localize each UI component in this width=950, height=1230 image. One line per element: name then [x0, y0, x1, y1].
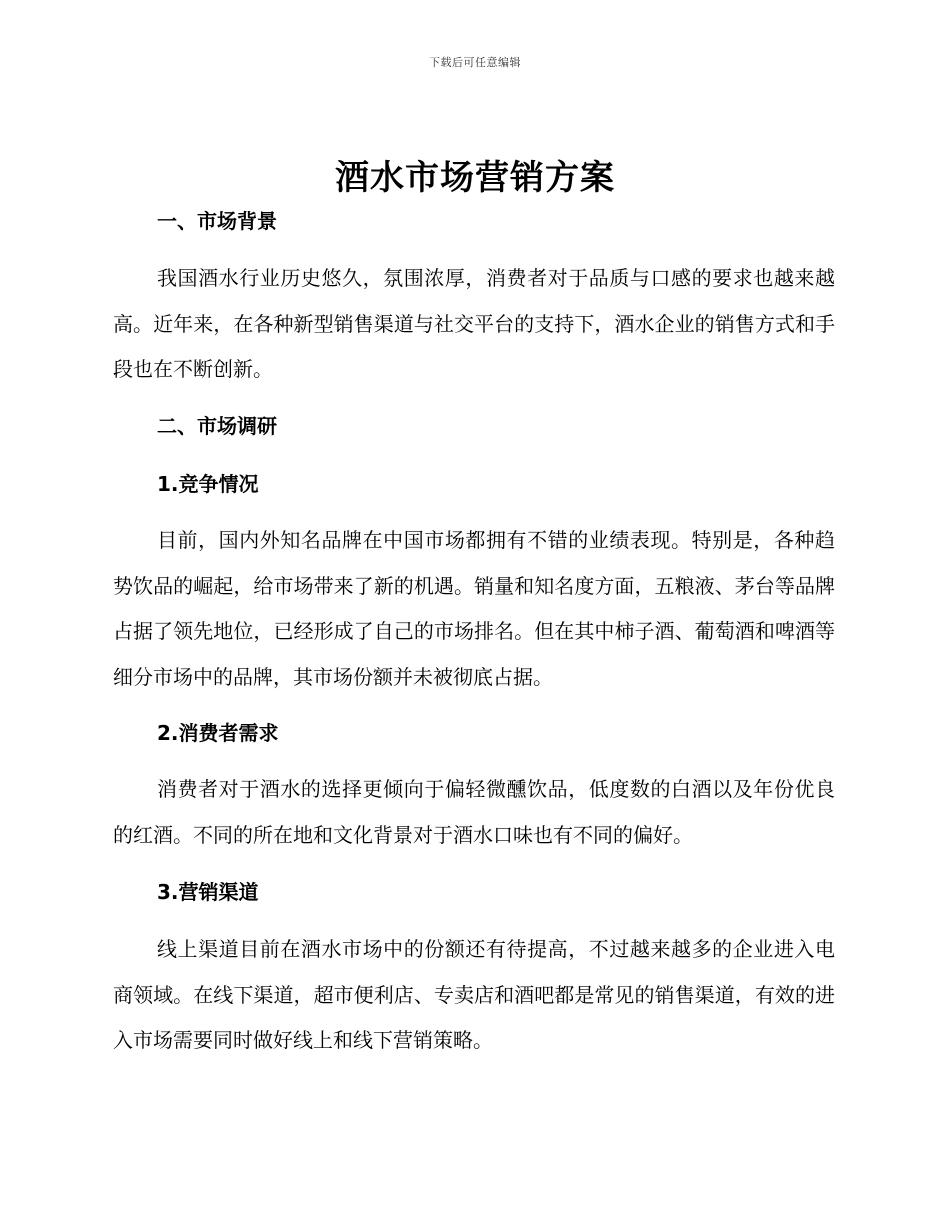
- header-note: 下载后可任意编辑: [429, 56, 521, 69]
- paragraph-marketing-channels: 线上渠道目前在酒水市场中的份额还有待提高，不过越来越多的企业进入电商领域。在线下渠道，超市便利店、专卖店和酒吧都是常见的销售渠道，有效的进入市场需要同时做好线上和线下营销策略。: [113, 937, 835, 1052]
- paragraph-consumer-demand: 消费者对于酒水的选择更倾向于偏轻微醺饮品，低度数的白酒以及年份优良的红酒。不同的所在地和文化背景对于酒水口味也有不同的偏好。: [113, 777, 835, 847]
- document-title: 酒水市场营销方案: [335, 158, 615, 198]
- subheading-marketing-channels: 3.营销渠道: [157, 880, 259, 904]
- paragraph-market-background: 我国酒水行业历史悠久，氛围浓厚，消费者对于品质与口感的要求也越来越高。近年来，在各种新型销售渠道与社交平台的支持下，酒水企业的销售方式和手段也在不断创新。: [113, 266, 835, 381]
- section-heading-market-background: 一、市场背景: [157, 209, 277, 233]
- section-heading-market-research: 二、市场调研: [157, 414, 277, 438]
- subheading-competition: 1.竞争情况: [157, 472, 259, 496]
- subheading-consumer-demand: 2.消费者需求: [157, 721, 279, 745]
- paragraph-competition: 目前，国内外知名品牌在中国市场都拥有不错的业绩表现。特别是，各种趋势饮品的崛起，给市场带来了新的机遇。销量和知名度方面，五粮液、茅台等品牌占据了领先地位，已经形成了自己的市场排名。但在其中柿子酒、葡萄酒和啤酒等细分市场中的品牌，其市场份额并未被彻底占据。: [113, 528, 835, 689]
